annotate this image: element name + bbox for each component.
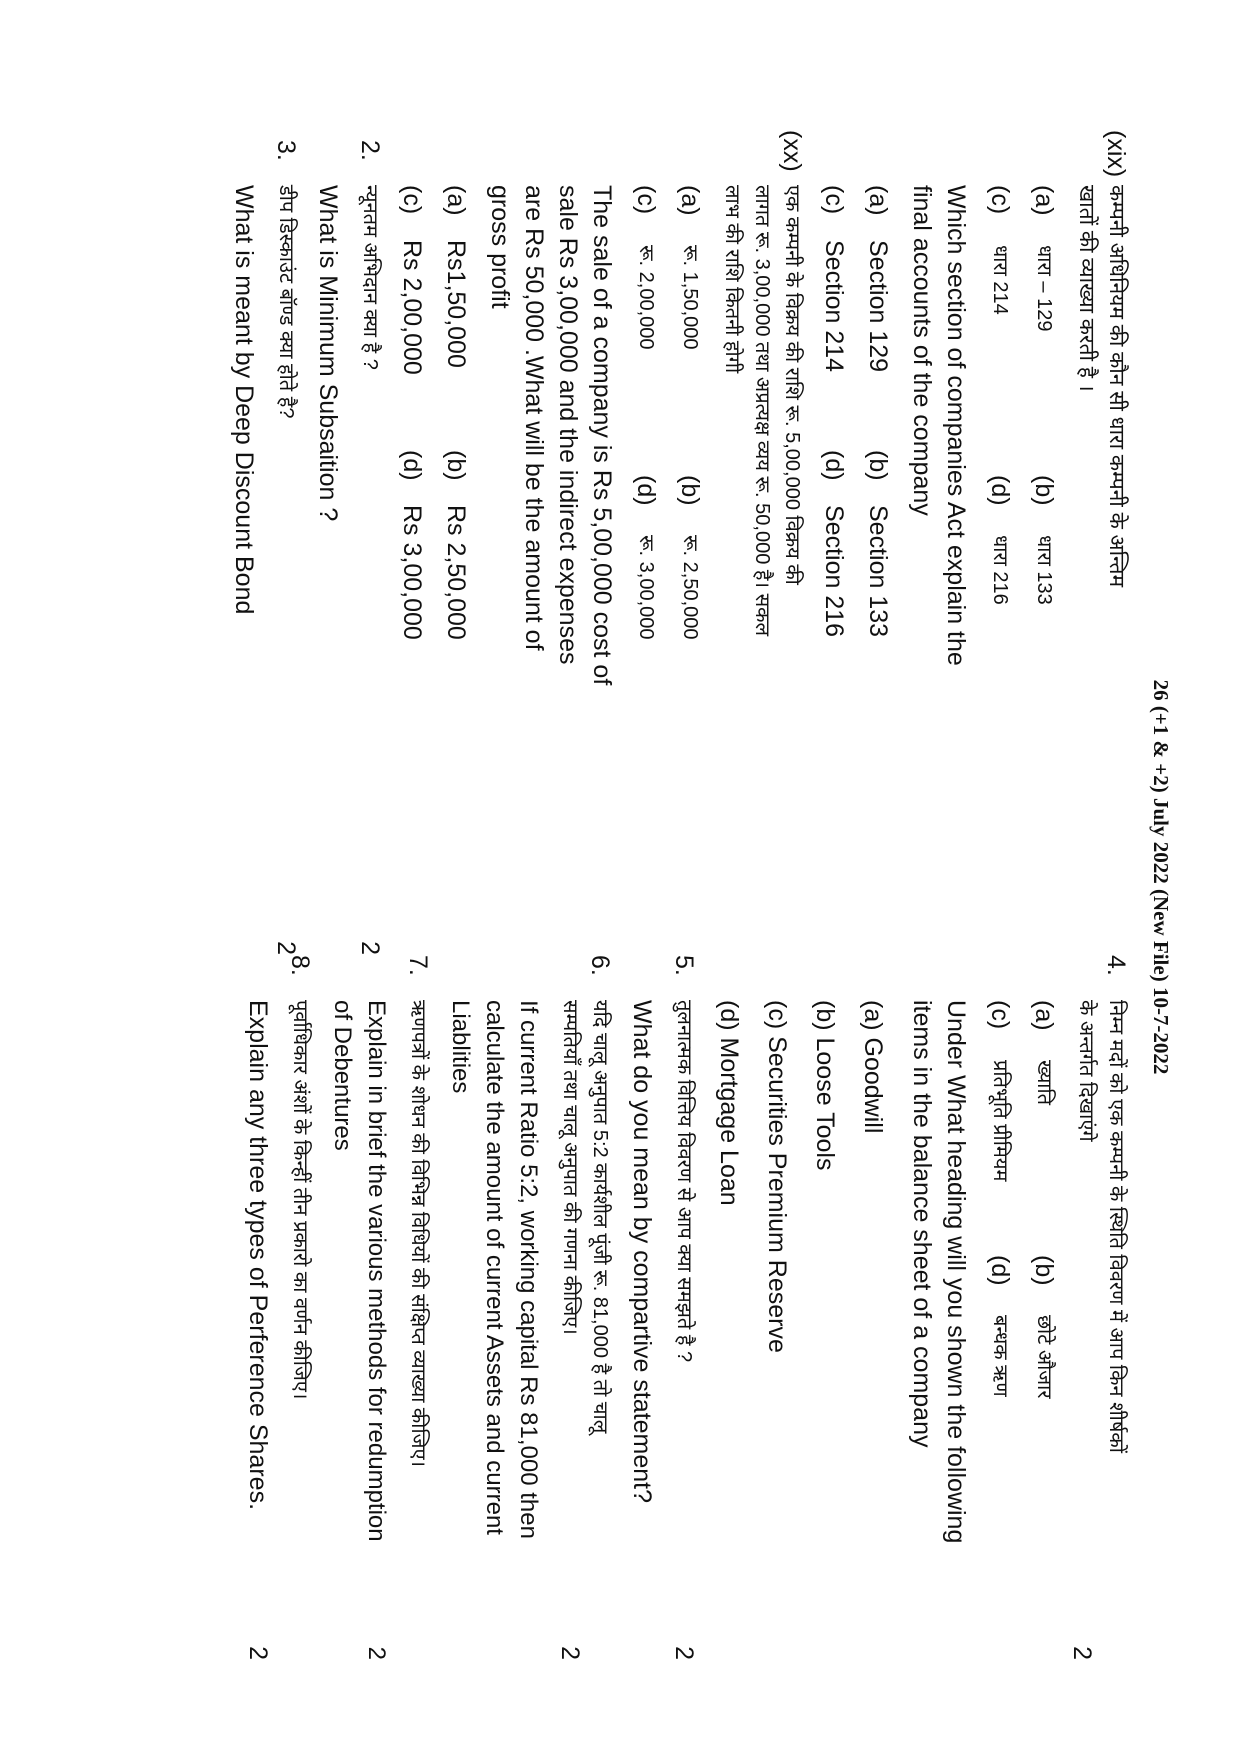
marks: 2 — [556, 1646, 584, 1660]
option-label: (c) — [986, 185, 1014, 215]
question-text-line: Liablities — [447, 1000, 474, 1094]
question-text-line: sale Rs 3,00,000 and the indirect expenses — [554, 185, 582, 665]
question-text-line: of Debentures — [329, 1000, 356, 1151]
option-label: (a) — [1030, 1000, 1058, 1031]
question-8-english — [241, 1000, 275, 1660]
question-4-hindi — [1068, 955, 1131, 1660]
marks: 2 — [244, 1646, 272, 1660]
option-label: (c) — [986, 1000, 1014, 1030]
option-text: Rs 2,50,000 — [442, 505, 470, 640]
question-text-line: के अन्तर्गत दिखाएंगे — [1075, 1000, 1097, 1142]
option-text: छोटे औजार — [1033, 1315, 1055, 1399]
option-label: (a) — [864, 185, 892, 216]
left-column — [217, 130, 1131, 955]
question-text-line: are Rs 50,000 .What will be the amount of — [520, 185, 548, 651]
question-19-english — [905, 185, 973, 945]
question-5-english: What do you mean by compartive statement? — [628, 1000, 656, 1504]
question-3-hindi — [271, 140, 301, 955]
marks: 2 — [272, 941, 300, 955]
option-text: ख्याति — [1033, 1060, 1055, 1106]
question-5-hindi — [669, 955, 699, 1660]
option-item: (c) Securities Premium Reserve — [763, 1000, 791, 1353]
question-text-line: Under What heading will you shown the following — [942, 1000, 970, 1544]
question-number: 4. — [1102, 955, 1130, 976]
question-text-line: If current Ratio 5:2, working capital Rs 81,000 then — [515, 1000, 542, 1539]
option-item: (d) Mortgage Loan — [715, 1000, 743, 1206]
option-label: (b) — [1030, 1255, 1058, 1286]
option-label: (d) — [820, 450, 848, 481]
option-label: (d) — [986, 1255, 1014, 1286]
question-text-line: खातों की व्याख्या करती है । — [1075, 185, 1098, 392]
question-number: (xix) — [1102, 130, 1130, 178]
question-text-line: लागत रू. 3,00,000 तथा अप्रत्यक्ष व्यय रू. 50,000 है। सकल — [751, 185, 773, 637]
question-text-line: Which section of companies Act explain the — [942, 185, 970, 666]
option-text: रू. 2,00,000 — [635, 245, 657, 350]
question-number: 3. — [272, 140, 300, 161]
question-4-english — [905, 1000, 973, 1650]
question-8-hindi — [285, 955, 315, 1650]
question-text-line: निम्न मदों को एक कम्पनी के स्थिति विवरण में आप किन शीर्षकों — [1105, 1000, 1127, 1453]
options-row — [983, 1000, 1017, 1650]
page-header: 26 (+1 & +2) July 2022 (New File) 10-7-2022 — [1149, 679, 1173, 1075]
question-text-line: items in the balance sheet of a company — [908, 1000, 936, 1448]
question-6-english — [443, 1000, 545, 1650]
question-text: ऋणपत्रों के शोधन की विभिन्न विधियों की संक्षिप्त व्याख्या कीजिए। — [407, 1000, 429, 1468]
option-text: धारा 216 — [989, 535, 1011, 605]
option-text: Rs 3,00,000 — [398, 505, 426, 640]
options-row — [861, 185, 895, 945]
question-text: तुलनात्मक वित्तिय विवरण से आप क्या समझते है ? — [673, 1000, 695, 1363]
option-text: Rs1,50,000 — [442, 240, 470, 368]
question-text-line: The sale of a company is Rs 5,00,000 cost of — [588, 185, 616, 686]
option-text: धारा 133 — [1033, 535, 1055, 605]
option-text: बन्धक ऋण — [989, 1315, 1011, 1397]
options-row — [673, 185, 707, 945]
option-label: (a) — [676, 185, 704, 216]
option-item: (b) Loose Tools — [811, 1000, 839, 1171]
question-text-line: final accounts of the company — [908, 185, 936, 516]
option-label: (c) — [632, 185, 660, 215]
marks: 2 — [1068, 1646, 1096, 1660]
question-3-english: What is meant by Deep Discount Bond — [230, 185, 258, 615]
question-number: (xx) — [778, 130, 806, 172]
question-number: 6. — [586, 955, 614, 976]
option-label: (d) — [986, 475, 1014, 506]
question-text-line: एक कम्पनी के विक्रय की राशि रू. 5,00,000 विक्रय की — [781, 185, 803, 585]
option-text: रू. 3,00,000 — [635, 535, 657, 640]
question-text: पूर्वाधिकार अंशों के किन्हीं तीन प्रकारो का वर्णन कीजिए। — [289, 1000, 311, 1400]
option-text: Section 129 — [864, 240, 892, 373]
option-label: (b) — [864, 450, 892, 481]
question-text-line: यदि चालू अनुपात 5:2 कार्यशील पूंजी रू. 81,000 है तो चालू — [589, 1000, 611, 1434]
marks: 2 — [363, 1646, 390, 1660]
question-6-hindi — [555, 955, 615, 1660]
option-label: (c) — [820, 185, 848, 215]
options-row — [1027, 1000, 1061, 1650]
question-text-line: calculate the amount of current Assets and current — [481, 1000, 508, 1535]
options-row — [439, 185, 473, 945]
question-number: 2. — [356, 140, 384, 161]
option-text: Rs 2,00,000 — [398, 240, 426, 375]
option-label: (b) — [1030, 475, 1058, 506]
option-text: धारा – 129 — [1033, 245, 1055, 332]
options-row — [817, 185, 851, 945]
option-item: (a) Goodwill — [859, 1000, 887, 1134]
question-2-english: What is Minimum Subsaition ? — [314, 185, 342, 522]
question-2-hindi — [355, 140, 385, 955]
option-text: Section 133 — [864, 505, 892, 638]
option-text: Section 216 — [820, 505, 848, 638]
option-label: (c) — [398, 185, 426, 215]
marks: 2 — [356, 941, 384, 955]
option-text: प्रतिभूति प्रीमियम — [989, 1060, 1011, 1182]
marks: 2 — [670, 1646, 698, 1660]
option-label: (d) — [398, 450, 426, 481]
question-text-line: gross profit — [486, 185, 514, 309]
option-text: धारा 214 — [989, 245, 1011, 315]
options-row — [629, 185, 663, 945]
option-text: Section 214 — [820, 240, 848, 373]
question-7-hindi — [403, 955, 433, 1650]
question-20-hindi — [717, 130, 807, 945]
question-text-line: सम्पतियाँ तथा चालू अनुपात की गणना कीजिए। — [559, 1000, 581, 1335]
question-text-line: कम्पनी अधिनियम की कौन सी धारा कम्पनी के अन्तिम — [1105, 185, 1128, 588]
option-label: (d) — [632, 475, 660, 506]
question-text: न्यूनतम अभिदान क्या है ? — [359, 185, 381, 370]
options-row — [1027, 185, 1061, 945]
question-text: डीप डिस्काउंट बॉण्ड क्या होते है? — [275, 185, 297, 419]
question-number: 5. — [670, 955, 698, 976]
question-7-english — [325, 1000, 393, 1660]
option-label: (a) — [1030, 185, 1058, 216]
question-19-hindi — [1071, 130, 1131, 945]
option-label: (b) — [676, 475, 704, 506]
option-text: रू. 1,50,000 — [679, 245, 701, 350]
question-number: 8. — [286, 955, 314, 976]
question-20-english — [483, 185, 619, 945]
question-text-line: Explain in brief the various methods for redumption — [363, 1000, 390, 1542]
options-row — [983, 185, 1017, 945]
options-row — [395, 185, 429, 945]
option-label: (b) — [442, 450, 470, 481]
question-number: 7. — [404, 955, 432, 976]
question-text-line: लाभ की राशि कितनी होगी — [721, 185, 743, 374]
option-text: रू. 2,50,000 — [679, 535, 701, 640]
option-label: (a) — [442, 185, 470, 216]
question-text: Explain any three types of Perference Shares. — [244, 1000, 272, 1511]
right-column — [231, 955, 1131, 1660]
